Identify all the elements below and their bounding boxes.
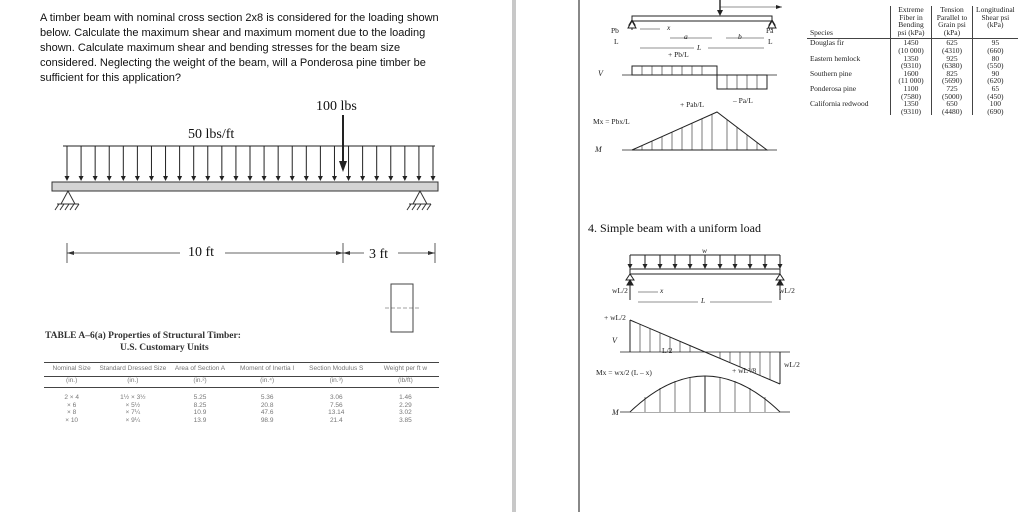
- load-arrowhead: [318, 176, 323, 181]
- case4-label: wL/2: [779, 286, 795, 295]
- load-arrowhead: [149, 176, 154, 181]
- cell: 650: [946, 99, 958, 109]
- unit-cell: (in.⁴): [260, 376, 275, 384]
- cell: 3.06: [301, 388, 372, 402]
- panel-divider: [512, 0, 516, 512]
- unit-cell: (in.): [66, 376, 78, 384]
- case3-label: + Pab/L: [680, 100, 705, 109]
- case3-label: L: [614, 37, 619, 46]
- load-arrowhead: [219, 176, 224, 181]
- load-arrowhead: [718, 264, 723, 269]
- unit-cell: (lb/ft): [398, 376, 413, 384]
- cell: (4480): [942, 106, 962, 116]
- load-arrowhead: [290, 176, 295, 181]
- cell: 625: [946, 38, 958, 48]
- cell: 98.9: [260, 416, 274, 424]
- cell: (5000): [942, 91, 962, 101]
- load-arrowhead: [360, 176, 365, 181]
- cell: 1100: [903, 83, 919, 93]
- cell: × 7¼: [125, 409, 141, 416]
- load-arrowhead: [135, 176, 140, 181]
- cell: (450): [987, 91, 1004, 101]
- load-arrowhead: [65, 176, 70, 181]
- load-arrowhead: [643, 264, 648, 269]
- unit-cell: (in.): [127, 376, 139, 384]
- cell: 925: [946, 53, 958, 63]
- case4-label: x: [660, 286, 664, 295]
- load-arrowhead: [332, 176, 337, 181]
- cell: (660): [987, 45, 1004, 55]
- species-row: [807, 85, 1018, 100]
- table-subtitle: U.S. Customary Units: [120, 343, 209, 353]
- cell: (620): [987, 76, 1004, 86]
- cell: 90: [991, 68, 1000, 78]
- cell: 1½ × 3½: [99, 388, 166, 402]
- header-cell: Section Modulus S: [301, 363, 372, 377]
- cell: × 5½: [125, 401, 141, 409]
- main-span-label: 10 ft: [188, 245, 215, 260]
- cell: 1600: [903, 68, 919, 78]
- case3-label: + Pb/L: [668, 50, 689, 59]
- cell: 7.56: [329, 401, 343, 409]
- cell: 3.02: [399, 409, 412, 416]
- load-arrowhead: [733, 264, 738, 269]
- case4-title: 4. Simple beam with a uniform load: [588, 221, 761, 235]
- cell: × 6: [67, 401, 77, 409]
- species-header: Longitudinal Shear psi (kPa): [973, 6, 1018, 39]
- cell: 5.25: [166, 388, 233, 402]
- load-arrowhead: [233, 176, 238, 181]
- case4-label: L: [701, 296, 706, 305]
- case4-label: Mx = wx/2 (L – x): [596, 368, 652, 377]
- case4-label: wL/2: [784, 360, 800, 369]
- cell: Ponderosa pine: [810, 83, 857, 93]
- cell: 47.6: [260, 409, 274, 416]
- case3-label: x: [667, 23, 671, 32]
- load-arrowhead: [748, 264, 753, 269]
- cell: Southern pine: [810, 68, 852, 78]
- table-units-row: [44, 376, 439, 388]
- load-arrowhead: [374, 176, 379, 181]
- case3-label: Pb: [611, 26, 619, 35]
- load-arrowhead: [703, 264, 708, 269]
- species-row: [807, 100, 1018, 115]
- species-strength-table: [807, 6, 1018, 115]
- load-arrowhead: [262, 176, 267, 181]
- case4-label: + wL²/8: [732, 366, 757, 375]
- load-arrowhead: [205, 176, 210, 181]
- cell: 21.4: [329, 416, 343, 424]
- load-arrowhead: [121, 176, 126, 181]
- cell: 65: [991, 83, 1000, 93]
- case4-label: V: [612, 336, 617, 345]
- cell: 13.14: [328, 409, 345, 416]
- header-cell: Standard Dressed Size: [99, 363, 166, 377]
- overhang-span-label: 3 ft: [369, 247, 389, 262]
- header-cell: Nominal Size: [44, 363, 99, 377]
- beam: [52, 182, 438, 191]
- problem-statement: A timber beam with nominal cross section 2x8 is considered for the loading shown below. Calculate the maximum shear and maximum moment due to the loading shown. Calculate maximum shear and bending stresses for the beam size considered. Neglecting the weight of the beam, will a Ponderosa pine timber be sufficient for this application?: [40, 12, 439, 84]
- table-title: TABLE A–6(a) Properties of Structural Timber:: [45, 331, 241, 341]
- load-arrowhead: [763, 264, 768, 269]
- table-row: [44, 402, 439, 410]
- distributed-load-arrows: [65, 146, 436, 181]
- case3-label: L: [697, 43, 702, 52]
- header-cell: Moment of Inertia I: [234, 363, 301, 377]
- species-row: [807, 55, 1018, 70]
- load-arrowhead: [346, 176, 351, 181]
- header-cell: Area of Section A: [166, 363, 233, 377]
- unit-cell: (in.³): [329, 376, 343, 384]
- case3-label: L: [768, 37, 773, 46]
- unit-cell: (in.²): [193, 376, 207, 384]
- cell: 2.29: [399, 401, 412, 409]
- structural-timber-table: [44, 362, 439, 424]
- load-arrowhead: [248, 176, 253, 181]
- load-arrowhead: [658, 264, 663, 269]
- load-arrowhead: [93, 176, 98, 181]
- cell: 1350: [903, 99, 919, 109]
- cell: (5690): [942, 76, 962, 86]
- case3-label: – Pa/L: [733, 96, 753, 105]
- case3-label: M: [595, 145, 602, 154]
- case4-label: w: [702, 246, 708, 255]
- load-arrowhead: [107, 176, 112, 181]
- load-arrowhead: [416, 176, 421, 181]
- table-row: [44, 409, 439, 417]
- species-header: Species: [807, 6, 891, 39]
- cell: Eastern hemlock: [810, 53, 861, 63]
- table-row: [44, 388, 439, 402]
- load-arrowhead: [79, 176, 84, 181]
- load-arrowhead: [163, 176, 168, 181]
- cell: 1350: [903, 53, 919, 63]
- cell: (7580): [901, 91, 921, 101]
- species-header: Tension Parallel to Grain psi (kPa): [932, 6, 973, 39]
- cell: 1450: [903, 38, 919, 48]
- point-load-label: 100 lbs: [316, 99, 357, 114]
- header-cell: Weight per ft w: [372, 363, 439, 377]
- cell: 8.25: [193, 401, 207, 409]
- load-arrowhead: [628, 264, 633, 269]
- cell: 825: [946, 68, 958, 78]
- case4-label: + wL/2: [604, 313, 626, 322]
- cell: 1.46: [372, 388, 439, 402]
- cell: (4310): [942, 45, 962, 55]
- case4-label: M: [612, 408, 619, 417]
- cell: 10.9: [193, 409, 207, 416]
- table-row: [44, 417, 439, 425]
- load-arrowhead: [388, 176, 393, 181]
- panel-divider: [578, 0, 580, 512]
- cell: 20.8: [260, 401, 274, 409]
- cell: 80: [991, 53, 1000, 63]
- species-header: Extreme Fiber in Bending psi (kPa): [891, 6, 932, 39]
- cell: × 10: [65, 416, 79, 424]
- cell: 725: [946, 83, 958, 93]
- load-arrowhead: [402, 176, 407, 181]
- cell: California redwood: [810, 99, 869, 109]
- cell: (10 000): [898, 45, 924, 55]
- case3-label: Pa: [766, 26, 774, 35]
- load-arrowhead: [304, 176, 309, 181]
- load-arrowhead: [177, 176, 182, 181]
- cell: 13.9: [193, 416, 207, 424]
- cell: Douglas fir: [810, 38, 844, 48]
- case4-label: L/2: [662, 346, 673, 355]
- cell: 100: [989, 99, 1001, 109]
- cell: (550): [987, 61, 1004, 71]
- load-arrowhead: [191, 176, 196, 181]
- cell: (9310): [901, 61, 921, 71]
- cell: (6380): [942, 61, 962, 71]
- case3-label: b: [738, 32, 742, 41]
- cell: 3.85: [399, 416, 412, 424]
- cell: 95: [991, 38, 1000, 48]
- species-row: [807, 70, 1018, 85]
- load-arrowhead: [688, 264, 693, 269]
- cell: 5.36: [234, 388, 301, 402]
- case4-diagram: [600, 240, 800, 415]
- table-header-row: [44, 363, 439, 377]
- case4-label: wL/2: [612, 286, 628, 295]
- distributed-load-label: 50 lbs/ft: [188, 127, 235, 142]
- case3-label: Mx = Pbx/L: [593, 117, 630, 126]
- load-arrowhead: [778, 264, 783, 269]
- cell: 2 × 4: [44, 388, 99, 402]
- cell: (11 000): [898, 76, 924, 86]
- cross-section-diagram: [385, 278, 440, 338]
- cell: × 8: [67, 409, 77, 416]
- load-arrowhead: [673, 264, 678, 269]
- case3-label: a: [684, 32, 688, 41]
- species-row: [807, 39, 1018, 55]
- cell: × 9¼: [125, 416, 141, 424]
- load-arrowhead: [431, 176, 436, 181]
- species-header-row: [807, 6, 1018, 39]
- case3-label: V: [598, 69, 603, 78]
- cell: (690): [987, 106, 1004, 116]
- cell: (9310): [901, 106, 921, 116]
- load-arrowhead: [276, 176, 281, 181]
